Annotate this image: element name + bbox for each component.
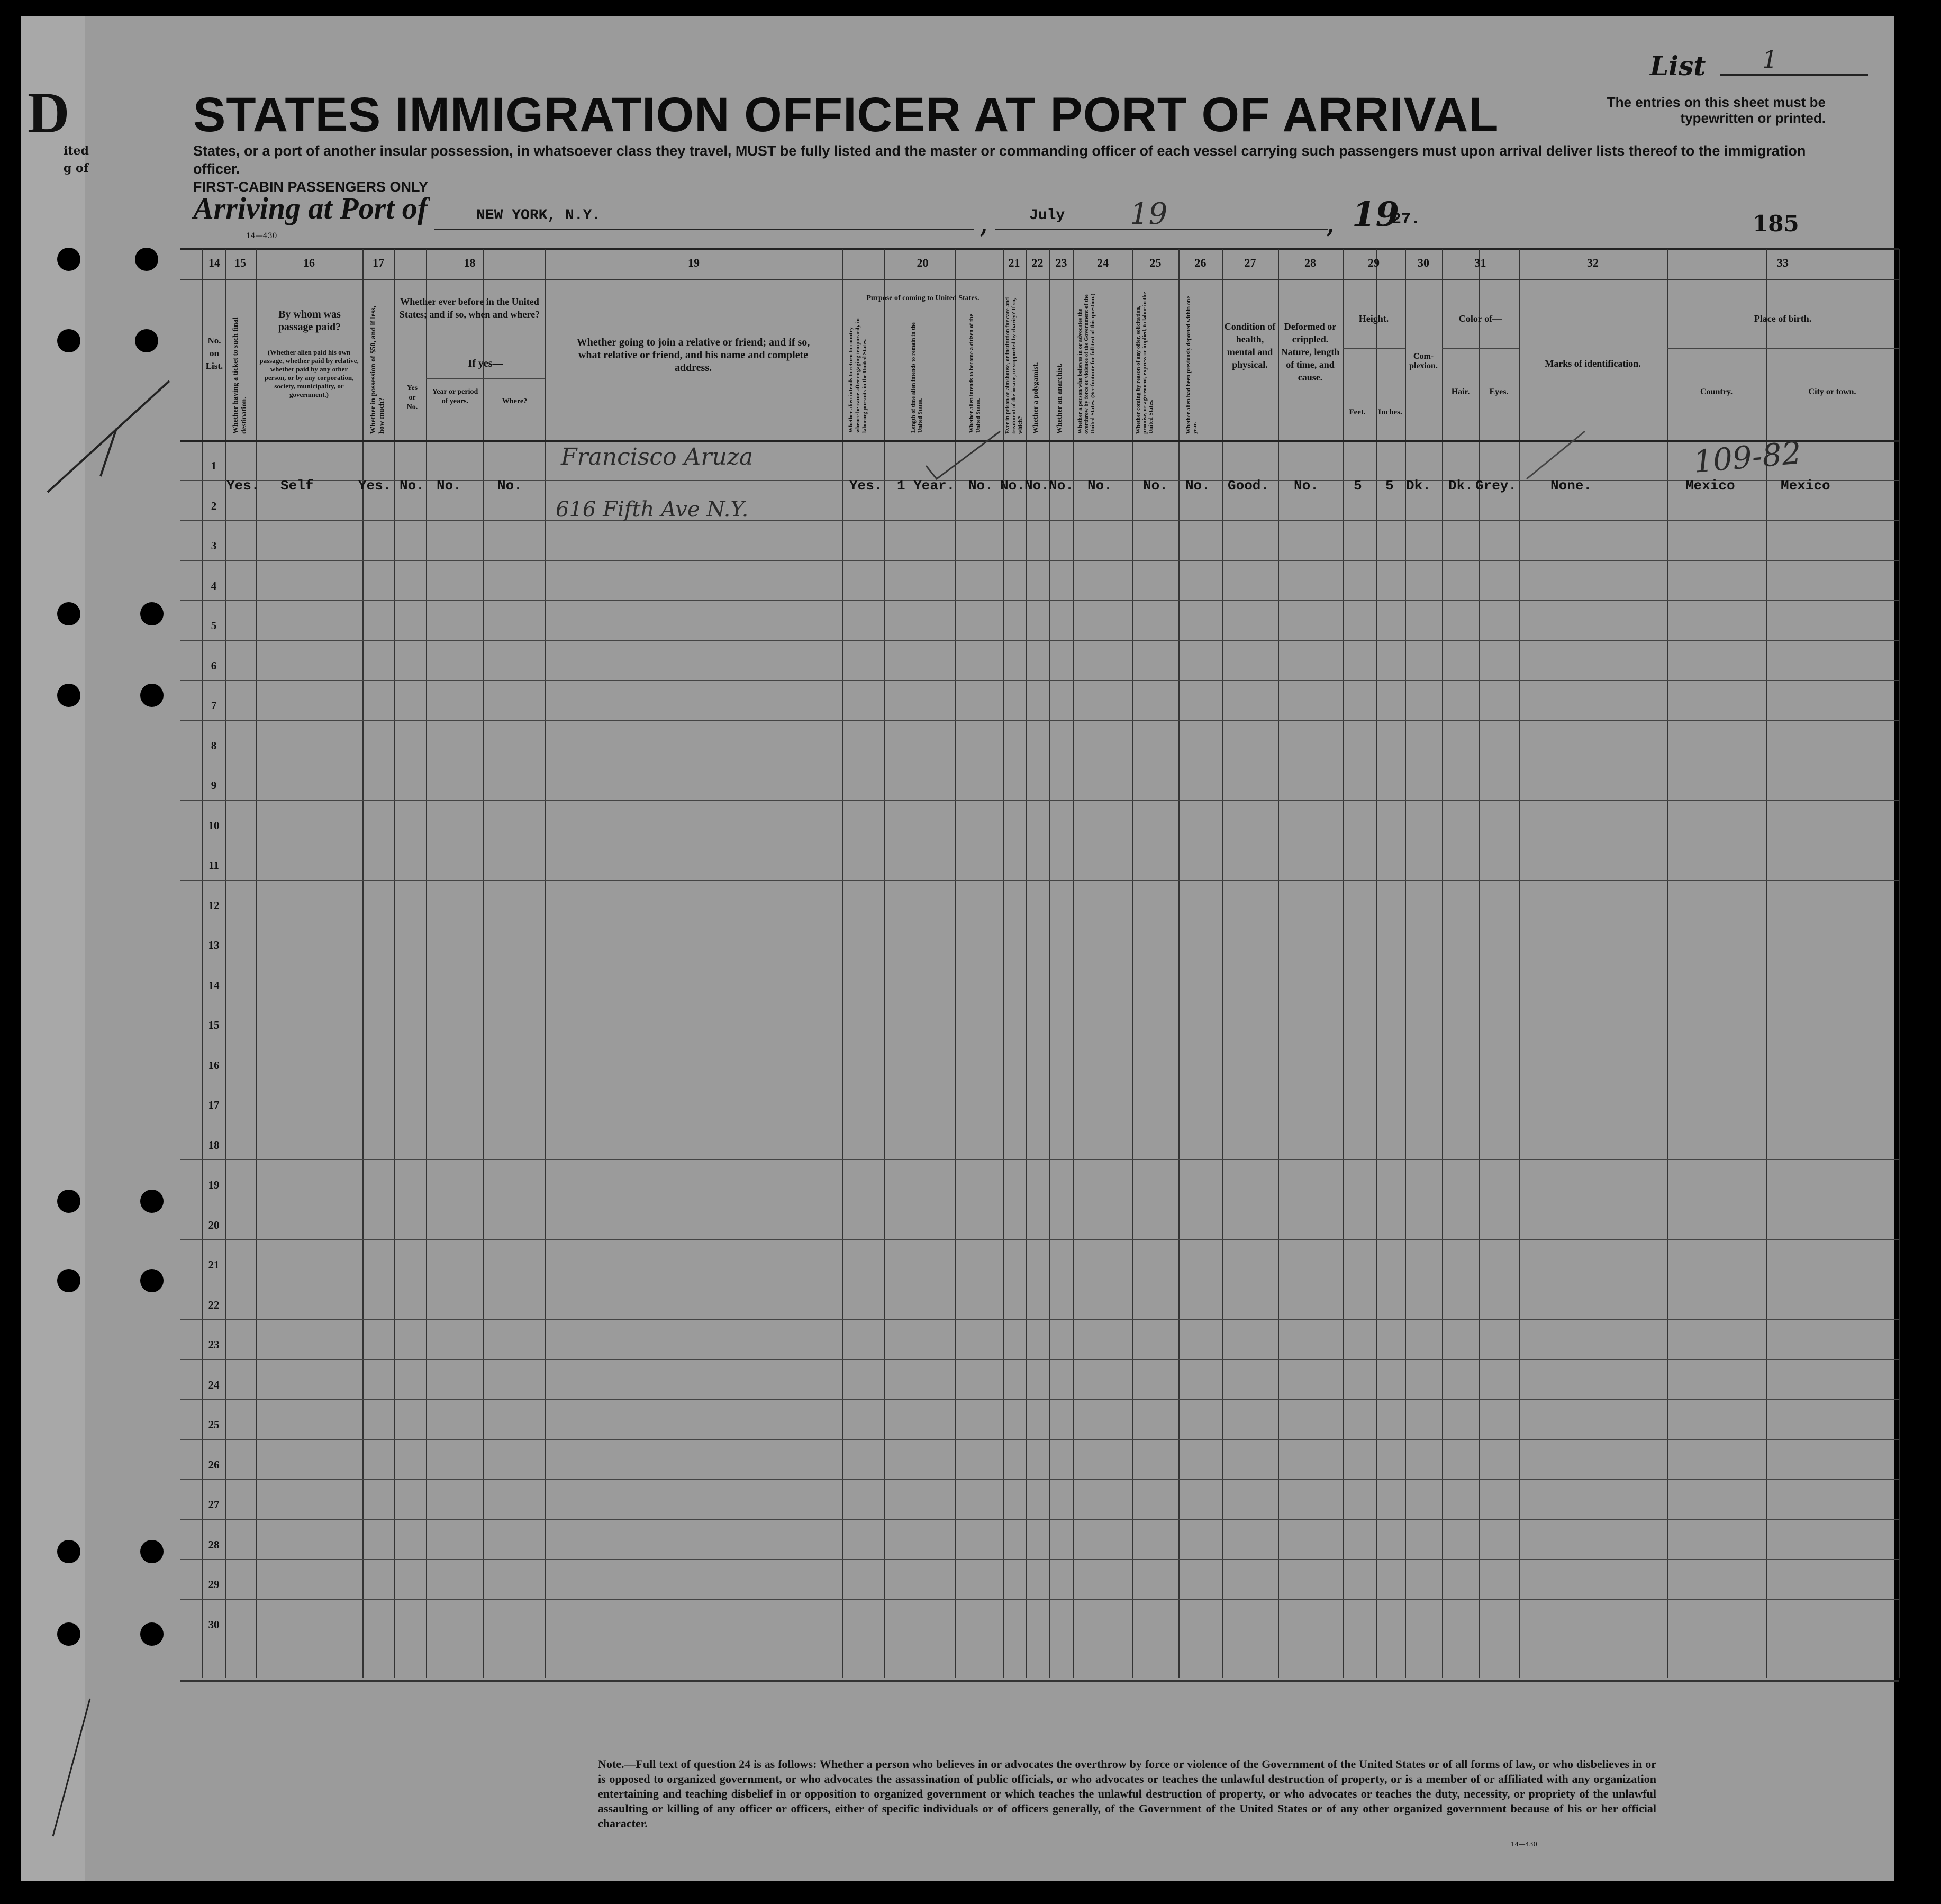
header-eyes: Eyes. bbox=[1489, 387, 1509, 396]
port-underline bbox=[434, 229, 974, 230]
row-number: 15 bbox=[208, 1019, 220, 1031]
column-divider bbox=[256, 249, 257, 1678]
row-number: 22 bbox=[208, 1298, 220, 1311]
comma: , bbox=[979, 204, 989, 240]
row-number: 24 bbox=[208, 1378, 220, 1391]
row-number: 4 bbox=[211, 579, 217, 592]
instructions-line-1: States, or a port of another insular possession, in whatsoever class they travel, MUST be fully listed and the master or commanding officer of each vessel carrying such passengers must upon arrival deliver lists thereof to the immigration officer. bbox=[193, 143, 1806, 177]
column-divider bbox=[1073, 249, 1074, 1678]
port-value: NEW YORK, N.Y. bbox=[476, 207, 601, 224]
binder-hole bbox=[57, 1190, 80, 1213]
column-divider bbox=[1222, 249, 1223, 1678]
column-number-20: 20 bbox=[917, 256, 929, 269]
column-divider bbox=[1278, 249, 1279, 1678]
row-line bbox=[180, 1439, 1899, 1440]
row-line bbox=[180, 520, 1899, 521]
row-line bbox=[180, 1599, 1899, 1600]
header-period: Year or period of years. bbox=[432, 388, 478, 405]
row-number: 17 bbox=[208, 1099, 220, 1111]
cell-before-us: No. bbox=[400, 478, 424, 494]
column-divider bbox=[1405, 249, 1406, 1678]
row-number: 10 bbox=[208, 819, 220, 832]
column-number-30: 30 bbox=[1418, 256, 1429, 269]
column-divider bbox=[483, 249, 484, 1678]
header-color-of: Color of— bbox=[1458, 313, 1502, 324]
header-feet: Feet. bbox=[1349, 408, 1366, 416]
slash-mark-icon bbox=[1524, 429, 1588, 482]
row-line bbox=[180, 600, 1899, 601]
cell-inches: 5 bbox=[1385, 478, 1394, 494]
manifest-table bbox=[180, 249, 1899, 1678]
comma: , bbox=[1326, 204, 1336, 240]
binder-hole bbox=[140, 1540, 164, 1563]
binder-hole bbox=[57, 329, 80, 352]
header-place-of-birth: Place of birth. bbox=[1754, 313, 1812, 324]
row-line bbox=[180, 1239, 1899, 1240]
header-purpose: Purpose of coming to United States. bbox=[866, 294, 979, 302]
list-label: List bbox=[1650, 50, 1706, 81]
table-bottom-border bbox=[180, 1680, 1899, 1682]
column-number-29: 29 bbox=[1368, 256, 1380, 269]
column-number-23: 23 bbox=[1055, 256, 1067, 269]
row-number: 2 bbox=[211, 499, 217, 512]
margin-slash-icon bbox=[48, 1693, 101, 1842]
column-divider bbox=[1132, 249, 1133, 1678]
column-number-26: 26 bbox=[1194, 256, 1207, 269]
header-hair: Hair. bbox=[1451, 387, 1470, 396]
date-underline bbox=[995, 229, 1328, 230]
row-number: 20 bbox=[208, 1218, 220, 1231]
header-return: Whether alien intends to return to country whence he came after engaging temporarily in laboring pursuits in the United States. bbox=[848, 318, 868, 433]
cell-hair: Dk. bbox=[1448, 478, 1473, 494]
header-no-on-list: No. on List. bbox=[205, 336, 223, 371]
column-divider bbox=[426, 249, 427, 1678]
row-number: 27 bbox=[208, 1498, 220, 1511]
row-line bbox=[180, 1319, 1899, 1320]
header-become-citizen: Whether alien intends to become a citizen of the United States. bbox=[968, 314, 982, 433]
cell-citizen: No. bbox=[968, 478, 993, 494]
row-number: 13 bbox=[208, 939, 220, 951]
handwritten-relative-address: 616 Fifth Ave N.Y. bbox=[556, 497, 749, 522]
column-number-24: 24 bbox=[1097, 256, 1109, 269]
binder-hole bbox=[57, 684, 80, 707]
header-deported: Whether alien had been previously deported within one year. bbox=[1185, 296, 1198, 434]
column-divider bbox=[1178, 249, 1180, 1678]
binder-hole bbox=[57, 248, 80, 271]
row-number: 3 bbox=[211, 539, 217, 552]
header-labor-offer: Whether coming by reason of any offer, solicitation, promise, or agreement, express or implied, to labor in the United States. bbox=[1135, 292, 1154, 434]
column-number-19: 19 bbox=[688, 256, 700, 269]
row-line bbox=[180, 1399, 1899, 1400]
page-title: STATES IMMIGRATION OFFICER AT PORT OF ARRIVAL bbox=[193, 88, 1499, 142]
margin-slash-icon bbox=[32, 370, 180, 508]
column-number-16: 16 bbox=[303, 256, 315, 269]
cell-feet: 5 bbox=[1354, 478, 1362, 494]
cell-prison: No. bbox=[1000, 478, 1025, 494]
row-number: 28 bbox=[208, 1538, 220, 1551]
cell-deformed: No. bbox=[1294, 478, 1319, 494]
column-number-22: 22 bbox=[1031, 256, 1044, 269]
year-suffix: 27. bbox=[1392, 211, 1421, 229]
row-number: 19 bbox=[208, 1178, 220, 1191]
column-divider bbox=[1049, 249, 1050, 1678]
row-line bbox=[180, 1159, 1899, 1160]
column-number-28: 28 bbox=[1304, 256, 1316, 269]
cell-period: No. bbox=[437, 478, 461, 494]
cell-length: 1 Year. bbox=[897, 478, 955, 494]
header-separator bbox=[1442, 348, 1519, 349]
column-number-15: 15 bbox=[234, 256, 246, 269]
cell-city: Mexico bbox=[1781, 478, 1830, 494]
row-number: 23 bbox=[208, 1338, 220, 1351]
header-marks: Marks of identification. bbox=[1545, 358, 1641, 369]
header-ticket: Whether having a ticket to such final destination. bbox=[232, 317, 248, 434]
column-number-27: 27 bbox=[1244, 256, 1256, 269]
row-number: 14 bbox=[208, 978, 220, 992]
row-number: 12 bbox=[208, 899, 220, 912]
row-number: 9 bbox=[211, 779, 217, 792]
header-country: Country. bbox=[1700, 387, 1733, 396]
header-where: Where? bbox=[502, 397, 528, 405]
row-number: 30 bbox=[208, 1618, 220, 1631]
row-number: 5 bbox=[211, 619, 217, 632]
row-number: 18 bbox=[208, 1138, 220, 1152]
row-line bbox=[180, 560, 1899, 561]
cell-where: No. bbox=[497, 478, 522, 494]
cell-health: Good. bbox=[1228, 478, 1269, 494]
binder-hole bbox=[135, 248, 158, 271]
row-line bbox=[180, 1479, 1899, 1480]
row-number: 6 bbox=[211, 659, 217, 672]
form-number: 14—430 bbox=[246, 232, 277, 240]
binder-hole bbox=[57, 602, 80, 625]
cell-labor: No. bbox=[1143, 478, 1168, 494]
previous-page-title-fragment: D bbox=[28, 80, 70, 145]
cell-deported: No. bbox=[1185, 478, 1210, 494]
column-divider bbox=[394, 249, 395, 1678]
row-number: 7 bbox=[211, 699, 217, 712]
binder-hole bbox=[57, 1540, 80, 1563]
header-separator bbox=[1667, 348, 1899, 349]
row-number: 16 bbox=[208, 1058, 220, 1072]
header-height: Height. bbox=[1358, 313, 1389, 324]
header-passage-paid-note: (Whether alien paid his own passage, whether paid by relative, whether paid by any other person, or by any corporation, society, municipality, or government.) bbox=[259, 348, 359, 398]
row-number: 29 bbox=[208, 1578, 220, 1591]
row-line bbox=[180, 1519, 1899, 1520]
month-value: July bbox=[1029, 207, 1065, 224]
header-separator bbox=[426, 378, 545, 379]
column-divider bbox=[1667, 249, 1668, 1678]
header-fifty-dollars: Whether in possession of $50, and if less, how much? bbox=[369, 305, 386, 434]
binder-hole bbox=[140, 1269, 164, 1292]
column-divider bbox=[1442, 249, 1443, 1678]
header-complexion: Com- plexion. bbox=[1409, 352, 1438, 370]
binder-hole bbox=[135, 329, 158, 352]
instructions bbox=[193, 142, 1834, 196]
header-deformed: Deformed or crippled. Nature, length of time, and cause. bbox=[1281, 321, 1340, 383]
cell-paid-by: Self bbox=[280, 478, 314, 494]
header-inches: Inches. bbox=[1378, 408, 1402, 416]
column-divider bbox=[1376, 249, 1377, 1678]
cell-anarchist: No. bbox=[1049, 478, 1074, 494]
list-number: 1 bbox=[1762, 45, 1778, 74]
header-length-of-time: Length of time alien intends to remain in the United States. bbox=[910, 322, 923, 433]
column-divider bbox=[545, 249, 546, 1678]
column-divider bbox=[1026, 249, 1027, 1678]
previous-page-text-2: g of bbox=[64, 161, 89, 175]
cell-country: Mexico bbox=[1685, 478, 1735, 494]
year-prefix: 19 bbox=[1352, 195, 1400, 234]
check-mark-icon bbox=[921, 429, 1005, 482]
header-separator bbox=[1343, 348, 1405, 349]
cell-complexion: Dk. bbox=[1406, 478, 1431, 494]
header-polygamist: Whether a polygamist. bbox=[1032, 362, 1040, 434]
previous-page-text-1: ited bbox=[64, 144, 89, 158]
column-divider bbox=[1899, 249, 1900, 1678]
column-divider bbox=[842, 249, 843, 1678]
binder-hole bbox=[57, 1269, 80, 1292]
header-city: City or town. bbox=[1808, 387, 1856, 396]
header-separator bbox=[180, 279, 1899, 280]
column-number-33: 33 bbox=[1777, 256, 1789, 269]
column-number-31: 31 bbox=[1474, 256, 1486, 269]
row-line bbox=[180, 640, 1899, 641]
column-number-21: 21 bbox=[1008, 256, 1020, 269]
binder-hole bbox=[57, 1622, 80, 1646]
column-number-32: 32 bbox=[1587, 256, 1599, 269]
row-line bbox=[180, 1559, 1899, 1560]
header-health: Condition of health, mental and physical. bbox=[1224, 321, 1276, 370]
header-passage-paid: By whom was passage paid? bbox=[278, 309, 341, 333]
footnote-form-number: 14—430 bbox=[1511, 1840, 1538, 1848]
column-number-18: 18 bbox=[464, 256, 476, 269]
typewritten-note: The entries on this sheet must be typewritten or printed. bbox=[1607, 94, 1826, 126]
header-anarchist: Whether an anarchist. bbox=[1056, 363, 1064, 434]
header-yes-no: Yes or No. bbox=[406, 384, 418, 411]
row-line bbox=[180, 800, 1899, 801]
column-divider bbox=[1519, 249, 1520, 1678]
row-number: 11 bbox=[208, 859, 219, 872]
handwritten-relative-name: Francisco Aruza bbox=[561, 443, 754, 470]
binder-hole bbox=[140, 602, 164, 625]
row-number: 8 bbox=[211, 739, 217, 752]
cell-overthrow: No. bbox=[1087, 478, 1112, 494]
day-value: 19 bbox=[1130, 197, 1168, 231]
binder-hole bbox=[140, 1190, 164, 1213]
binder-hole bbox=[140, 684, 164, 707]
row-line bbox=[180, 1359, 1899, 1360]
instructions-line-2: FIRST-CABIN PASSENGERS ONLY bbox=[193, 179, 429, 195]
header-if-yes: If yes— bbox=[468, 358, 503, 369]
row-line bbox=[180, 720, 1899, 721]
column-number-14: 14 bbox=[208, 256, 220, 269]
cell-return: Yes. bbox=[849, 478, 883, 494]
handwritten-annotation: 109-82 bbox=[1692, 434, 1803, 480]
row-number: 25 bbox=[208, 1418, 220, 1431]
row-number: 1 bbox=[211, 459, 217, 472]
header-separator bbox=[180, 440, 1899, 442]
row-number: 26 bbox=[208, 1458, 220, 1471]
cell-eyes: Grey. bbox=[1475, 478, 1517, 494]
column-divider bbox=[362, 249, 364, 1678]
column-divider bbox=[1343, 249, 1344, 1678]
header-join-relative: Whether going to join a relative or friend; and if so, what relative or friend, and his name and complete address. bbox=[576, 337, 810, 374]
cell-ticket: Yes. bbox=[226, 478, 260, 494]
arriving-label: Arriving at Port of bbox=[193, 191, 428, 225]
column-number-17: 17 bbox=[373, 256, 384, 269]
cell-money: Yes. bbox=[358, 478, 392, 494]
row-line bbox=[180, 880, 1899, 881]
header-ever-before: Whether ever before in the United States; and if so, when and where? bbox=[399, 296, 540, 320]
column-number-25: 25 bbox=[1149, 256, 1162, 269]
header-prison: Ever in prison or almshouse, or institution for care and treatment of the insane, or supported by charity? If so, which? bbox=[1004, 297, 1023, 434]
row-line bbox=[180, 680, 1899, 681]
page-number: 185 bbox=[1753, 211, 1799, 237]
footnote: Note.—Full text of question 24 is as follows: Whether a person who believes in or advocates the overthrow by force or violence of the Government of the United States or of all forms of law, or who disbelieves in or is opposed to organized government, or who advocates the assassination of public officials, or who advocates or teaches the unlawful destruction of property, or is a member of or affiliated with any organization entertaining and teaching disbelief in or opposition to organized government or which teaches the unlawful destruction of property, or who advocates or teaches the duty, necessity, or propriety of the unlawful assaulting or killing of any officer or officers, either of specific individuals or of officers generally, of the Government of the United States or of any other organized government because of his or her official character. bbox=[598, 1757, 1656, 1830]
column-divider bbox=[884, 249, 885, 1678]
cell-polygamist: No. bbox=[1024, 478, 1049, 494]
binder-hole bbox=[140, 1622, 164, 1646]
list-underline bbox=[1720, 74, 1868, 76]
cell-marks: None. bbox=[1550, 478, 1592, 494]
header-overthrow: Whether a person who believes in or advocates the overthrow by force or violence of the Government of the United States. (See footnote for full text of this question.) bbox=[1077, 293, 1096, 434]
column-divider bbox=[1479, 249, 1480, 1678]
row-number: 21 bbox=[208, 1258, 220, 1271]
